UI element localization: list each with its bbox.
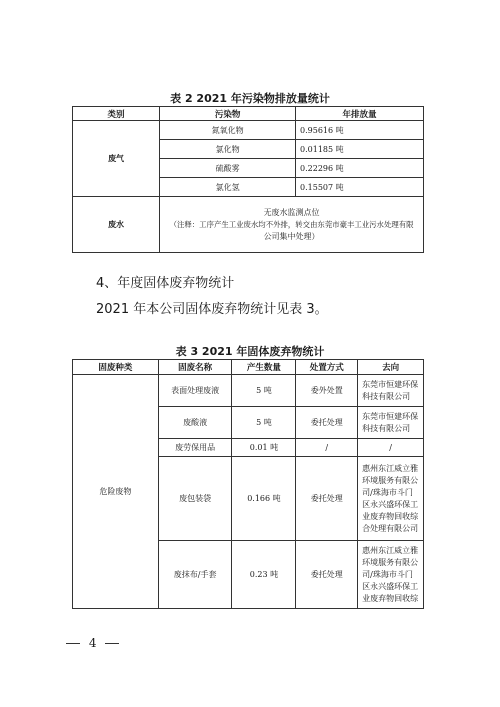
emission-table — [72, 106, 424, 253]
water-note-line: （注释：工序产生工业废水均不外排，转交由东莞市豪丰工业污水处理有限 — [169, 219, 414, 229]
destination-cell — [358, 375, 424, 407]
pollutant-cell: 氯化物 — [160, 140, 296, 159]
pollutant-cell: 氯化氢 — [160, 178, 296, 197]
section-paragraph: 2021 年本公司固体废弃物统计见表 3。 — [96, 302, 328, 317]
disposal-cell: 委托处理 — [296, 457, 358, 541]
disposal-cell: 委托处理 — [296, 541, 358, 609]
destination-line: 区永兴盛环保工 — [362, 581, 419, 591]
category-gas: 废气 — [73, 121, 160, 197]
waste-name-cell: 废酸液 — [158, 407, 232, 439]
table3-caption: 表 3 2021 年固体废弃物统计 — [175, 345, 325, 358]
category-water: 废水 — [73, 197, 160, 253]
destination-cell — [358, 541, 424, 609]
category-hazardous: 危险废物 — [73, 375, 159, 609]
waste-name-cell: 废包装袋 — [158, 457, 232, 541]
destination-line: 业废弃物回收综 — [362, 593, 419, 603]
destination-cell — [358, 457, 424, 541]
header-waste-type: 固废种类 — [73, 360, 159, 375]
table-row — [73, 121, 424, 140]
pollutant-cell: 氮氧化物 — [160, 121, 296, 140]
disposal-cell: 委外处置 — [296, 375, 358, 407]
page-number-text: 4 — [88, 636, 97, 650]
header-amount: 年排放量 — [296, 107, 424, 121]
amount-cell: 0.95616 吨 — [296, 121, 424, 140]
destination-line: 东莞市恒建环保 — [362, 411, 419, 421]
destination-line: 惠州东江威立雅 — [362, 545, 419, 555]
table-row — [73, 375, 424, 407]
amount-cell: 0.01185 吨 — [296, 140, 424, 159]
quantity-cell: 0.01 吨 — [232, 439, 296, 457]
destination-cell — [358, 407, 424, 439]
table-header-row — [73, 360, 424, 375]
header-disposal: 处置方式 — [296, 360, 358, 375]
waste-name-cell: 废抹布/手套 — [158, 541, 232, 609]
quantity-cell: 5 吨 — [232, 407, 296, 439]
header-quantity: 产生数量 — [232, 360, 296, 375]
page-number — [66, 636, 119, 650]
disposal-cell: 委托处理 — [296, 407, 358, 439]
amount-cell: 0.22296 吨 — [296, 159, 424, 178]
destination-line: 环境服务有限公 — [362, 557, 419, 567]
destination-line: 东莞市恒建环保 — [362, 379, 419, 389]
waste-name-cell: 表面处理废液 — [158, 375, 232, 407]
solid-waste-table — [72, 359, 424, 609]
destination-line: 业废弃物回收综 — [362, 511, 419, 521]
destination-line: 环境服务有限公 — [362, 475, 419, 485]
header-destination: 去向 — [358, 360, 424, 375]
water-note-line: 无废水监测点位 — [263, 207, 320, 217]
quantity-cell: 0.166 吨 — [232, 457, 296, 541]
header-category: 类别 — [73, 107, 160, 121]
destination-line: 司/珠海市斗门 — [362, 569, 413, 579]
destination-cell: / — [358, 439, 424, 457]
page-dash — [105, 643, 119, 644]
quantity-cell: 5 吨 — [232, 375, 296, 407]
table2-caption: 表 2 2021 年污染物排放量统计 — [170, 92, 330, 105]
section-heading: 4、年度固体废弃物统计 — [96, 276, 235, 291]
amount-cell: 0.15507 吨 — [296, 178, 424, 197]
disposal-cell: / — [296, 439, 358, 457]
quantity-cell: 0.23 吨 — [232, 541, 296, 609]
waste-name-cell: 废劳保用品 — [158, 439, 232, 457]
destination-line: 合处理有限公司 — [362, 523, 419, 533]
table-header-row — [73, 107, 424, 121]
page-dash — [66, 643, 80, 644]
table-row — [73, 197, 424, 253]
destination-line: 司/珠海市斗门 — [362, 487, 413, 497]
water-note-line: 公司集中处理） — [263, 231, 320, 241]
destination-line: 科技有限公司 — [362, 391, 411, 401]
header-waste-name: 固废名称 — [158, 360, 232, 375]
header-pollutant: 污染物 — [160, 107, 296, 121]
destination-line: 区永兴盛环保工 — [362, 499, 419, 509]
water-note — [160, 197, 424, 253]
destination-line: 科技有限公司 — [362, 423, 411, 433]
pollutant-cell: 硫酸雾 — [160, 159, 296, 178]
destination-line: 惠州东江威立雅 — [362, 463, 419, 473]
